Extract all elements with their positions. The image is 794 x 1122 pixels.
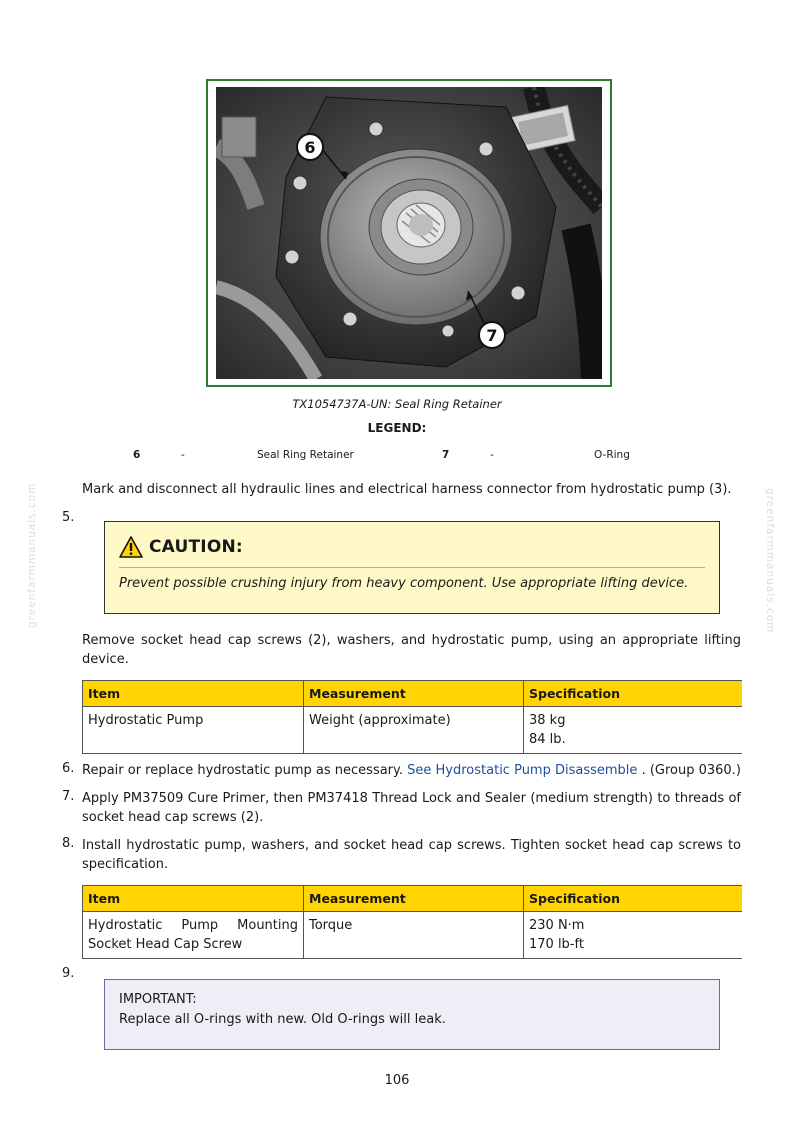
header-measurement: Measurement	[304, 886, 524, 912]
spec-imperial: 170 lb-ft	[529, 937, 584, 952]
table-header-row	[83, 681, 742, 707]
header-item: Item	[83, 681, 304, 707]
caution-divider	[119, 567, 705, 568]
torque-spec-table	[82, 885, 742, 959]
step9-number: 9.	[62, 966, 75, 981]
cell-item: Hydrostatic Pump Mounting Socket Head Cap Screw	[83, 912, 304, 959]
header-specification: Specification	[524, 886, 742, 912]
spec-metric: 230 N·m	[529, 918, 585, 933]
table-header-row	[83, 886, 742, 912]
legend-title: LEGEND:	[367, 421, 427, 435]
figure-frame	[206, 79, 612, 387]
caution-box	[104, 521, 720, 614]
caution-title: CAUTION:	[149, 537, 243, 557]
cell-specification	[524, 912, 742, 959]
legend-dash-7: -	[490, 449, 494, 461]
step5-number: 5.	[62, 510, 75, 525]
header-item: Item	[83, 886, 304, 912]
step7-text: Apply PM37509 Cure Primer, then PM37418 Thread Lock and Sealer (medium strength) to threads of socket head cap screws (2).	[82, 791, 741, 825]
legend-num-6: 6	[133, 449, 141, 461]
spec-imperial: 84 lb.	[529, 732, 566, 747]
cell-specification	[524, 707, 742, 754]
callout-6: 6	[304, 138, 316, 157]
watermark-left: greenfarmmanuals.com	[26, 482, 38, 628]
cell-measurement: Torque	[304, 912, 524, 959]
hydrostatic-pump-disassemble-link[interactable]: See Hydrostatic Pump Disassemble	[407, 763, 638, 778]
step7-number: 7.	[62, 789, 75, 804]
step6-text	[82, 761, 742, 780]
legend-label-6: Seal Ring Retainer	[257, 449, 354, 461]
step6-text-after: . (Group 0360.)	[641, 763, 741, 778]
legend-num-7: 7	[442, 449, 450, 461]
step4-text: Mark and disconnect all hydraulic lines and electrical harness connector from hydrostatic pump (3).	[82, 482, 732, 497]
page-number: 106	[384, 1073, 410, 1088]
step8-number: 8.	[62, 836, 75, 851]
seal-ring-retainer-photo	[216, 87, 602, 379]
table-row	[83, 707, 742, 754]
legend-label-7: O-Ring	[594, 449, 630, 461]
figure-caption: TX1054737A-UN: Seal Ring Retainer	[292, 397, 502, 411]
cell-item: Hydrostatic Pump	[83, 707, 304, 754]
step5-text: Remove socket head cap screws (2), washers, and hydrostatic pump, using an appropriate lifting device.	[82, 633, 741, 667]
table-row	[83, 912, 742, 959]
step6-number: 6.	[62, 761, 75, 776]
important-text: Replace all O-rings with new. Old O-rings will leak.	[119, 1012, 446, 1027]
callout-7: 7	[486, 326, 498, 345]
caution-heading	[119, 536, 243, 558]
caution-text: Prevent possible crushing injury from heavy component. Use appropriate lifting device.	[119, 576, 689, 591]
header-measurement: Measurement	[304, 681, 524, 707]
important-label: IMPORTANT:	[119, 992, 197, 1007]
step6-text-before: Repair or replace hydrostatic pump as necessary.	[82, 763, 403, 778]
warning-triangle-icon	[119, 536, 143, 558]
spec-metric: 38 kg	[529, 713, 566, 728]
cell-measurement: Weight (approximate)	[304, 707, 524, 754]
weight-spec-table	[82, 680, 742, 754]
header-specification: Specification	[524, 681, 742, 707]
legend-dash-6: -	[181, 449, 185, 461]
important-box	[104, 979, 720, 1050]
watermark-right: greenfarmmanuals.com	[764, 488, 776, 634]
step8-text: Install hydrostatic pump, washers, and socket head cap screws. Tighten socket head cap screws to specification.	[82, 838, 741, 872]
